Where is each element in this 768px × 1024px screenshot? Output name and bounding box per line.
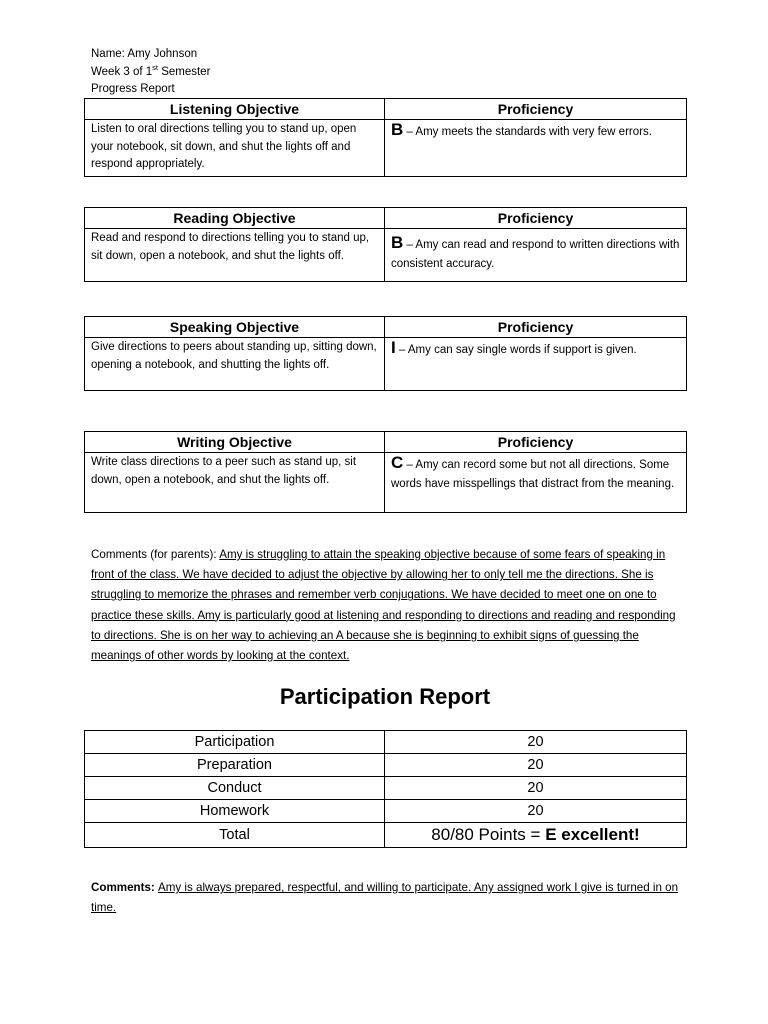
final-comments-label: Comments: (91, 881, 158, 894)
preparation-value: 20 (385, 754, 687, 777)
proficiency-heading: Proficiency (385, 208, 687, 229)
speaking-objective-table (84, 316, 687, 391)
participation-value: 20 (385, 731, 687, 754)
total-grade: E excellent! (545, 825, 640, 844)
writing-objective-table (84, 431, 687, 513)
participation-label: Participation (85, 731, 385, 754)
conduct-label: Conduct (85, 777, 385, 800)
proficiency-comment: – Amy can say single words if support is given. (395, 344, 637, 356)
proficiency-cell (385, 338, 687, 391)
homework-value: 20 (385, 800, 687, 823)
listening-objective-table (84, 98, 687, 177)
proficiency-heading: Proficiency (385, 432, 687, 453)
objective-heading: Speaking Objective (85, 317, 385, 338)
week-line: Week 3 of 1st Semester (91, 62, 211, 78)
objective-heading: Writing Objective (85, 432, 385, 453)
homework-label: Homework (85, 800, 385, 823)
student-name: Name: Amy Johnson (91, 48, 198, 60)
parent-comments-text: Amy is struggling to attain the speaking objective because of some fears of speaking in front of the class. We have decided to adjust the objective by allowing her to only tell me the directions. She is struggling to memorize the phrases and remember verb conjugations. We have decided to meet one on one to practice these skills. Amy is particularly good at listening and responding to directions and reading and responding to directions. She is on her way to achieving an A because she is beginning to exhibit signs of guessing the meanings of other words by looking at the context. (91, 548, 676, 663)
objective-description: Read and respond to directions telling you to stand up, sit down, open a notebook, and shut the lights off. (85, 229, 385, 282)
parent-comments-label: Comments (for parents): (91, 548, 220, 561)
proficiency-grade: B (391, 233, 404, 252)
report-type: Progress Report (91, 83, 175, 95)
objective-heading: Listening Objective (85, 99, 385, 120)
objective-description: Listen to oral directions telling you to stand up, open your notebook, sit down, and shut the lights off and respond appropriately. (85, 120, 385, 177)
report-header (91, 46, 210, 99)
table-row (85, 777, 687, 800)
final-comments-text: Amy is always prepared, respectful, and willing to participate. Any assigned work I give is turned in on time. (91, 881, 679, 915)
objective-description: Write class directions to a peer such as stand up, sit down, open a notebook, and shut the lights off. (85, 453, 385, 513)
proficiency-grade: I (391, 338, 396, 357)
proficiency-grade: B (391, 120, 404, 139)
proficiency-cell (385, 120, 687, 177)
proficiency-cell (385, 453, 687, 513)
proficiency-grade: C (391, 453, 404, 472)
participation-table (84, 730, 687, 848)
proficiency-heading: Proficiency (385, 317, 687, 338)
reading-objective-table (84, 207, 687, 282)
proficiency-comment: – Amy can record some but not all directions. Some words have misspellings that distract from the meaning. (391, 459, 675, 490)
participation-report-title: Participation Report (279, 684, 491, 709)
proficiency-comment: – Amy meets the standards with very few errors. (403, 126, 652, 138)
proficiency-heading: Proficiency (385, 99, 687, 120)
total-row (85, 823, 687, 848)
objective-description: Give directions to peers about standing up, sitting down, opening a notebook, and shutting the lights off. (85, 338, 385, 391)
table-row (85, 731, 687, 754)
final-comments (91, 878, 683, 918)
objective-heading: Reading Objective (85, 208, 385, 229)
proficiency-comment: – Amy can read and respond to written directions with consistent accuracy. (391, 239, 680, 270)
total-points: 80/80 Points = (431, 825, 546, 844)
preparation-label: Preparation (85, 754, 385, 777)
parent-comments (91, 545, 683, 666)
table-row (85, 754, 687, 777)
conduct-value: 20 (385, 777, 687, 800)
table-row (85, 800, 687, 823)
proficiency-cell (385, 229, 687, 282)
total-value (385, 823, 687, 848)
total-label: Total (85, 823, 385, 848)
